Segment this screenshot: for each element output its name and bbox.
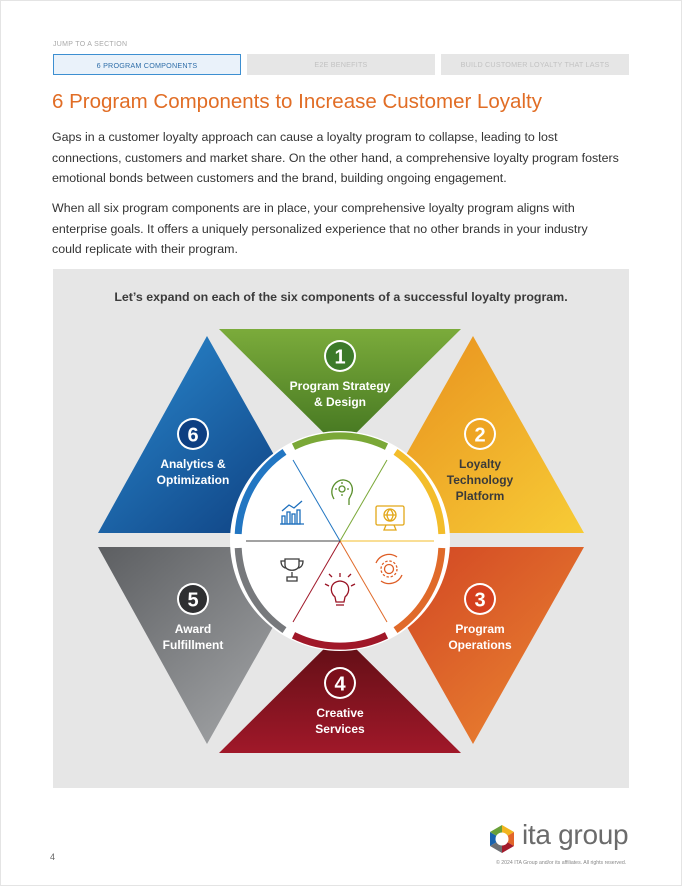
badge-3-number: 3 <box>474 589 486 612</box>
segment-6-label-line1: Analytics & <box>160 457 226 471</box>
ita-group-logo-icon <box>486 823 518 855</box>
segment-5-label-line1: Award <box>174 622 212 636</box>
tab-build-customer-loyalty[interactable]: BUILD CUSTOMER LOYALTY THAT LASTS <box>441 54 629 75</box>
segment-4-label-line1: Creative <box>316 706 364 720</box>
badge-4 <box>324 667 356 699</box>
ita-group-logo-text: ita group <box>522 819 629 850</box>
badge-3 <box>464 583 496 615</box>
badge-4-number: 4 <box>334 673 346 696</box>
diagram-heading: Let’s expand on each of the six components of a successful loyalty program. <box>114 290 568 304</box>
segment-3-label-line1: Program <box>455 622 505 636</box>
segment-3-label-line2: Operations <box>448 638 512 652</box>
tab-6-program-components[interactable]: 6 PROGRAM COMPONENTS <box>53 54 241 75</box>
intro-paragraph-1: Gaps in a customer loyalty approach can cause a loyalty program to collapse, leading to lost connections, customers and market share. On the other hand, a comprehensive loyalty program fosters emotional bonds between customers and the brand, building ongoing engagement. <box>52 130 619 185</box>
badge-6-number: 6 <box>187 424 199 447</box>
badge-1 <box>324 340 356 372</box>
badge-5 <box>177 583 209 615</box>
segment-6-label-line2: Optimization <box>156 473 230 487</box>
page-title: 6 Program Components to Increase Customer Loyalty <box>52 90 542 113</box>
badge-2 <box>464 418 496 450</box>
badge-6 <box>177 418 209 450</box>
badge-5-number: 5 <box>187 589 199 612</box>
loyalty-components-hexagon <box>96 327 586 759</box>
segment-2-label-line3: Platform <box>455 489 505 503</box>
copyright-text: © 2024 ITA Group and/or its affiliates. All rights reserved. <box>496 860 627 866</box>
tab-e2e-benefits[interactable]: E2E BENEFITS <box>247 54 435 75</box>
section-tabs <box>53 54 629 75</box>
jump-to-section-label: JUMP TO A SECTION <box>53 41 128 48</box>
segment-5-label-line2: Fulfillment <box>162 638 224 652</box>
intro-paragraph-2: When all six program components are in place, your comprehensive loyalty program aligns with enterprise goals. It offers a uniquely personalized experience that no other brands in your industry could replicate with their program. <box>52 201 588 256</box>
segment-2-label-line1: Loyalty <box>458 457 502 471</box>
badge-1-number: 1 <box>334 346 346 369</box>
segment-4-label-line2: Services <box>315 722 365 736</box>
segment-1-label-line2: & Design <box>313 395 367 409</box>
page-number: 4 <box>50 852 56 862</box>
badge-2-number: 2 <box>474 424 486 447</box>
segment-2-label-line2: Technology <box>446 473 514 487</box>
diagram-panel <box>53 269 629 788</box>
segment-1-label-line1: Program Strategy <box>289 379 391 393</box>
